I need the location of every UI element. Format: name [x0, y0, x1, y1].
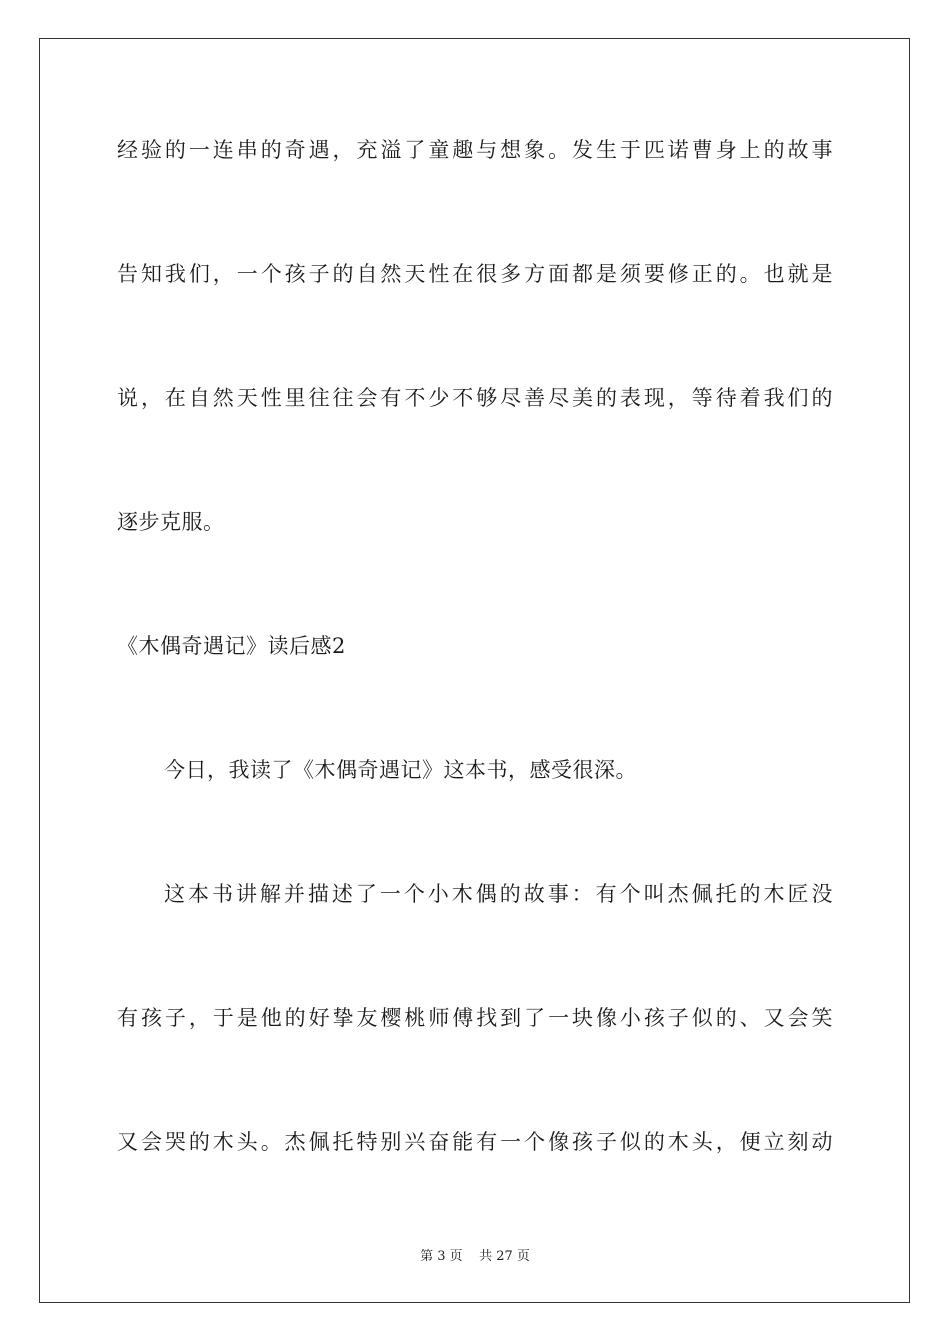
paragraph-line-3: 又会哭的木头。杰佩托特别兴奋能有一个像孩子似的木头，便立刻动	[117, 1130, 833, 1154]
paragraph-line-1: 这本书讲解并描述了一个小木偶的故事：有个叫杰佩托的木匠没	[164, 882, 833, 906]
body-line-2: 告知我们，一个孩子的自然天性在很多方面都是须要修正的。也就是	[117, 262, 833, 286]
section-heading: 《木偶奇遇记》读后感2	[117, 634, 346, 658]
body-line-4: 逐步克服。	[117, 510, 225, 534]
paragraph-intro: 今日，我读了《木偶奇遇记》这本书，感受很深。	[164, 758, 637, 782]
page-number-footer: 第 3 页 共 27 页	[420, 1249, 530, 1264]
paragraph-line-2: 有孩子，于是他的好挚友樱桃师傅找到了一块像小孩子似的、又会笑	[117, 1006, 833, 1030]
body-line-1: 经验的一连串的奇遇，充溢了童趣与想象。发生于匹诺曹身上的故事	[117, 138, 833, 162]
body-line-3: 说，在自然天性里往往会有不少不够尽善尽美的表现，等待着我们的	[117, 386, 833, 410]
page-frame	[39, 38, 910, 1303]
